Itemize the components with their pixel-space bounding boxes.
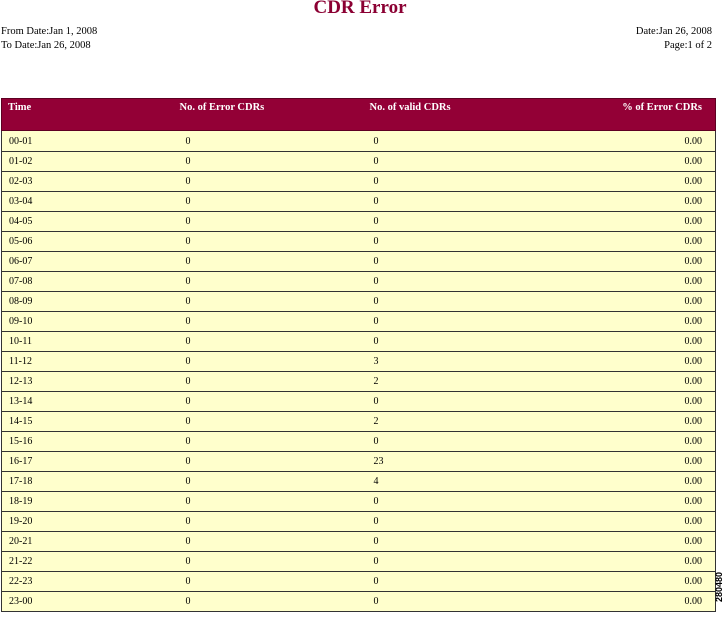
cell-percent-error: 0.00 xyxy=(560,512,716,532)
cell-time: 06-07 xyxy=(2,252,180,272)
cell-error-cdrs: 0 xyxy=(180,152,370,172)
cell-valid-cdrs: 0 xyxy=(370,272,560,292)
cell-percent-error: 0.00 xyxy=(560,452,716,472)
cell-time: 12-13 xyxy=(2,372,180,392)
cell-error-cdrs: 0 xyxy=(180,372,370,392)
cell-error-cdrs: 0 xyxy=(180,352,370,372)
cell-error-cdrs: 0 xyxy=(180,472,370,492)
cell-percent-error: 0.00 xyxy=(560,392,716,412)
cell-percent-error: 0.00 xyxy=(560,152,716,172)
cell-percent-error: 0.00 xyxy=(560,532,716,552)
table-row xyxy=(2,532,716,552)
table-header-row xyxy=(2,99,716,131)
table-row xyxy=(2,552,716,572)
cell-percent-error: 0.00 xyxy=(560,212,716,232)
cell-percent-error: 0.00 xyxy=(560,492,716,512)
cell-valid-cdrs: 0 xyxy=(370,572,560,592)
cell-error-cdrs: 0 xyxy=(180,492,370,512)
cell-percent-error: 0.00 xyxy=(560,332,716,352)
cell-percent-error: 0.00 xyxy=(560,552,716,572)
cell-time: 07-08 xyxy=(2,272,180,292)
cell-valid-cdrs: 0 xyxy=(370,552,560,572)
cdr-error-table xyxy=(1,98,716,612)
table-row xyxy=(2,312,716,332)
header-error-cdrs: No. of Error CDRs xyxy=(180,99,370,131)
cell-error-cdrs: 0 xyxy=(180,452,370,472)
cell-error-cdrs: 0 xyxy=(180,532,370,552)
cell-error-cdrs: 0 xyxy=(180,552,370,572)
cell-percent-error: 0.00 xyxy=(560,412,716,432)
cell-valid-cdrs: 3 xyxy=(370,352,560,372)
from-date: From Date:Jan 1, 2008 xyxy=(1,26,98,37)
cell-error-cdrs: 0 xyxy=(180,272,370,292)
cell-percent-error: 0.00 xyxy=(560,252,716,272)
cell-time: 13-14 xyxy=(2,392,180,412)
cell-time: 08-09 xyxy=(2,292,180,312)
cell-valid-cdrs: 0 xyxy=(370,432,560,452)
table-row xyxy=(2,452,716,472)
table-row xyxy=(2,432,716,452)
cell-valid-cdrs: 0 xyxy=(370,332,560,352)
date-range xyxy=(1,25,97,53)
table-row xyxy=(2,592,716,612)
figure-number: 280480 xyxy=(714,571,724,602)
cell-valid-cdrs: 2 xyxy=(370,412,560,432)
cell-error-cdrs: 0 xyxy=(180,572,370,592)
cell-valid-cdrs: 0 xyxy=(370,292,560,312)
report-info xyxy=(636,25,712,53)
cell-time: 04-05 xyxy=(2,212,180,232)
table-row xyxy=(2,172,716,192)
table-row xyxy=(2,412,716,432)
cell-time: 10-11 xyxy=(2,332,180,352)
cell-valid-cdrs: 0 xyxy=(370,192,560,212)
cell-time: 09-10 xyxy=(2,312,180,332)
cell-time: 00-01 xyxy=(2,131,180,152)
header-time: Time xyxy=(2,99,180,131)
table-row xyxy=(2,572,716,592)
cell-valid-cdrs: 0 xyxy=(370,252,560,272)
cell-error-cdrs: 0 xyxy=(180,131,370,152)
cell-percent-error: 0.00 xyxy=(560,192,716,212)
cell-valid-cdrs: 0 xyxy=(370,492,560,512)
cell-valid-cdrs: 0 xyxy=(370,152,560,172)
cell-valid-cdrs: 0 xyxy=(370,532,560,552)
cell-valid-cdrs: 0 xyxy=(370,131,560,152)
cell-error-cdrs: 0 xyxy=(180,212,370,232)
cell-valid-cdrs: 2 xyxy=(370,372,560,392)
cell-error-cdrs: 0 xyxy=(180,172,370,192)
cell-time: 14-15 xyxy=(2,412,180,432)
cell-error-cdrs: 0 xyxy=(180,412,370,432)
cell-percent-error: 0.00 xyxy=(560,232,716,252)
table-body xyxy=(2,131,716,612)
table-row xyxy=(2,272,716,292)
cell-error-cdrs: 0 xyxy=(180,192,370,212)
cell-percent-error: 0.00 xyxy=(560,352,716,372)
cell-time: 20-21 xyxy=(2,532,180,552)
cell-error-cdrs: 0 xyxy=(180,312,370,332)
cell-error-cdrs: 0 xyxy=(180,332,370,352)
cell-time: 19-20 xyxy=(2,512,180,532)
cell-percent-error: 0.00 xyxy=(560,131,716,152)
cell-valid-cdrs: 0 xyxy=(370,172,560,192)
cell-percent-error: 0.00 xyxy=(560,312,716,332)
cell-valid-cdrs: 4 xyxy=(370,472,560,492)
table-row xyxy=(2,472,716,492)
cell-time: 02-03 xyxy=(2,172,180,192)
cell-valid-cdrs: 0 xyxy=(370,312,560,332)
cell-time: 22-23 xyxy=(2,572,180,592)
table-row xyxy=(2,212,716,232)
table-row xyxy=(2,232,716,252)
cell-percent-error: 0.00 xyxy=(560,592,716,612)
table-row xyxy=(2,352,716,372)
cell-percent-error: 0.00 xyxy=(560,292,716,312)
table-row xyxy=(2,292,716,312)
table-row xyxy=(2,512,716,532)
cell-time: 16-17 xyxy=(2,452,180,472)
cell-time: 18-19 xyxy=(2,492,180,512)
cell-percent-error: 0.00 xyxy=(560,172,716,192)
cell-percent-error: 0.00 xyxy=(560,372,716,392)
cell-time: 01-02 xyxy=(2,152,180,172)
cell-time: 23-00 xyxy=(2,592,180,612)
report-title: CDR Error xyxy=(313,0,407,18)
cell-error-cdrs: 0 xyxy=(180,232,370,252)
to-date: To Date:Jan 26, 2008 xyxy=(1,40,91,51)
cell-error-cdrs: 0 xyxy=(180,292,370,312)
table-row xyxy=(2,332,716,352)
cell-time: 21-22 xyxy=(2,552,180,572)
header-valid-cdrs: No. of valid CDRs xyxy=(370,99,560,131)
table-row xyxy=(2,152,716,172)
table-row xyxy=(2,131,716,152)
cell-percent-error: 0.00 xyxy=(560,472,716,492)
cell-valid-cdrs: 0 xyxy=(370,592,560,612)
page-indicator: Page:1 of 2 xyxy=(664,40,712,51)
table-row xyxy=(2,192,716,212)
cell-error-cdrs: 0 xyxy=(180,252,370,272)
table-row xyxy=(2,252,716,272)
cell-time: 11-12 xyxy=(2,352,180,372)
cell-valid-cdrs: 0 xyxy=(370,512,560,532)
cell-time: 03-04 xyxy=(2,192,180,212)
cell-valid-cdrs: 0 xyxy=(370,212,560,232)
header-percent-error: % of Error CDRs xyxy=(560,99,716,131)
cell-valid-cdrs: 23 xyxy=(370,452,560,472)
report-date: Date:Jan 26, 2008 xyxy=(635,26,712,37)
cell-percent-error: 0.00 xyxy=(560,432,716,452)
cell-error-cdrs: 0 xyxy=(180,432,370,452)
cell-valid-cdrs: 0 xyxy=(370,232,560,252)
cell-error-cdrs: 0 xyxy=(180,512,370,532)
table-row xyxy=(2,492,716,512)
cell-time: 15-16 xyxy=(2,432,180,452)
cell-percent-error: 0.00 xyxy=(560,572,716,592)
cell-error-cdrs: 0 xyxy=(180,392,370,412)
table-row xyxy=(2,392,716,412)
cell-percent-error: 0.00 xyxy=(560,272,716,292)
table-row xyxy=(2,372,716,392)
cell-valid-cdrs: 0 xyxy=(370,392,560,412)
cell-error-cdrs: 0 xyxy=(180,592,370,612)
cell-time: 05-06 xyxy=(2,232,180,252)
cell-time: 17-18 xyxy=(2,472,180,492)
